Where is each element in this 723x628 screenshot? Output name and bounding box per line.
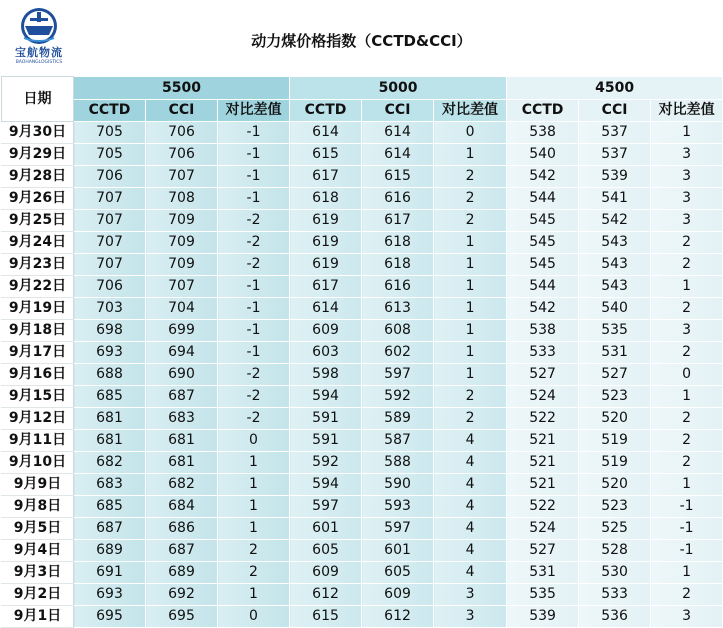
cell-diff-4500: 2 — [651, 254, 723, 276]
cell-cctd-5000: 601 — [290, 518, 362, 540]
cell-cctd-5000: 603 — [290, 342, 362, 364]
row-date: 9月15日 — [2, 386, 74, 408]
logo-subtext: BAOHANGLOGISTICS — [15, 60, 63, 65]
cell-cci-5500: 709 — [146, 232, 218, 254]
cell-cci-4500: 523 — [579, 496, 651, 518]
cell-diff-5500: -2 — [218, 232, 290, 254]
cell-diff-5000: 2 — [434, 166, 507, 188]
cell-cci-5500: 690 — [146, 364, 218, 386]
cell-cci-5500: 689 — [146, 562, 218, 584]
table-row — [2, 298, 723, 320]
col-header-cctd: CCTD — [290, 100, 362, 122]
cell-cctd-5500: 705 — [74, 144, 146, 166]
cell-cctd-5000: 619 — [290, 232, 362, 254]
row-date: 9月24日 — [2, 232, 74, 254]
cell-diff-5000: 3 — [434, 606, 507, 628]
cell-diff-5000: 2 — [434, 386, 507, 408]
cell-cci-4500: 528 — [579, 540, 651, 562]
cell-cctd-4500: 522 — [507, 496, 579, 518]
cell-diff-5500: 1 — [218, 496, 290, 518]
cell-cci-5000: 609 — [362, 584, 434, 606]
cell-cctd-5500: 707 — [74, 188, 146, 210]
cell-cci-5000: 593 — [362, 496, 434, 518]
cell-cci-5500: 684 — [146, 496, 218, 518]
table-row — [2, 122, 723, 144]
cell-diff-5000: 1 — [434, 276, 507, 298]
cell-cci-5500: 707 — [146, 166, 218, 188]
col-header-diff: 对比差值 — [434, 100, 507, 122]
cell-cci-5500: 706 — [146, 122, 218, 144]
cell-cci-5000: 614 — [362, 122, 434, 144]
table-row — [2, 342, 723, 364]
cell-diff-5500: 0 — [218, 606, 290, 628]
cell-cctd-5500: 682 — [74, 452, 146, 474]
cell-diff-4500: 1 — [651, 276, 723, 298]
cell-cctd-4500: 535 — [507, 584, 579, 606]
row-date: 9月3日 — [2, 562, 74, 584]
cell-diff-4500: 3 — [651, 606, 723, 628]
table-row — [2, 232, 723, 254]
cell-cctd-5500: 707 — [74, 210, 146, 232]
table-row — [2, 320, 723, 342]
cell-cci-4500: 530 — [579, 562, 651, 584]
cell-cci-5000: 617 — [362, 210, 434, 232]
cell-diff-5000: 2 — [434, 210, 507, 232]
cell-cctd-5000: 605 — [290, 540, 362, 562]
page-title: 动力煤价格指数（CCTD&CCI） — [251, 32, 472, 50]
row-date: 9月19日 — [2, 298, 74, 320]
cell-diff-5000: 4 — [434, 452, 507, 474]
cell-diff-4500: -1 — [651, 518, 723, 540]
cell-cci-5500: 709 — [146, 210, 218, 232]
cell-cctd-5000: 615 — [290, 606, 362, 628]
cell-cctd-5000: 591 — [290, 430, 362, 452]
cell-diff-4500: 2 — [651, 430, 723, 452]
cell-cctd-5000: 609 — [290, 320, 362, 342]
row-date: 9月29日 — [2, 144, 74, 166]
cell-cci-5000: 605 — [362, 562, 434, 584]
cell-cci-5500: 683 — [146, 408, 218, 430]
cell-diff-5500: -1 — [218, 122, 290, 144]
row-date: 9月12日 — [2, 408, 74, 430]
cell-cci-5500: 709 — [146, 254, 218, 276]
row-date: 9月8日 — [2, 496, 74, 518]
cell-cctd-5500: 707 — [74, 254, 146, 276]
row-date: 9月25日 — [2, 210, 74, 232]
cell-diff-5500: 2 — [218, 540, 290, 562]
cell-cci-5500: 707 — [146, 276, 218, 298]
col-header-cci: CCI — [579, 100, 651, 122]
cell-cctd-5500: 693 — [74, 342, 146, 364]
cell-diff-5500: -2 — [218, 254, 290, 276]
cell-cctd-4500: 527 — [507, 540, 579, 562]
cell-diff-5000: 4 — [434, 430, 507, 452]
cell-cci-5000: 618 — [362, 232, 434, 254]
cell-cctd-5500: 681 — [74, 408, 146, 430]
cell-diff-4500: 3 — [651, 188, 723, 210]
cell-cci-5500: 687 — [146, 386, 218, 408]
cell-cctd-5500: 689 — [74, 540, 146, 562]
cell-cci-4500: 523 — [579, 386, 651, 408]
cell-cctd-4500: 538 — [507, 320, 579, 342]
table-row — [2, 364, 723, 386]
table-row — [2, 606, 723, 628]
cell-cctd-5500: 703 — [74, 298, 146, 320]
cell-cctd-4500: 521 — [507, 452, 579, 474]
cell-diff-5500: -1 — [218, 188, 290, 210]
cell-cci-5000: 612 — [362, 606, 434, 628]
cell-cctd-5500: 685 — [74, 386, 146, 408]
cell-cctd-4500: 521 — [507, 430, 579, 452]
cell-cctd-5500: 685 — [74, 496, 146, 518]
cell-cci-4500: 520 — [579, 408, 651, 430]
row-date: 9月22日 — [2, 276, 74, 298]
cell-diff-4500: 2 — [651, 298, 723, 320]
cell-cci-4500: 525 — [579, 518, 651, 540]
cell-diff-5500: -2 — [218, 386, 290, 408]
cell-cci-5000: 589 — [362, 408, 434, 430]
cell-diff-4500: 3 — [651, 144, 723, 166]
cell-diff-4500: 1 — [651, 122, 723, 144]
cell-diff-5500: 1 — [218, 452, 290, 474]
cell-cctd-5000: 594 — [290, 474, 362, 496]
cell-diff-5000: 4 — [434, 474, 507, 496]
cell-cci-4500: 535 — [579, 320, 651, 342]
cell-cctd-5000: 598 — [290, 364, 362, 386]
cell-cctd-5500: 687 — [74, 518, 146, 540]
table-row — [2, 166, 723, 188]
cell-cci-5000: 597 — [362, 364, 434, 386]
row-date: 9月28日 — [2, 166, 74, 188]
cell-diff-5500: -1 — [218, 342, 290, 364]
cell-cci-4500: 527 — [579, 364, 651, 386]
cell-cci-5500: 686 — [146, 518, 218, 540]
group-header-4500: 4500 — [507, 77, 723, 100]
cell-cci-4500: 537 — [579, 122, 651, 144]
cell-cctd-5000: 592 — [290, 452, 362, 474]
col-header-diff: 对比差值 — [651, 100, 723, 122]
row-date: 9月5日 — [2, 518, 74, 540]
cell-cci-4500: 520 — [579, 474, 651, 496]
cell-diff-5500: -1 — [218, 144, 290, 166]
cell-cctd-4500: 544 — [507, 276, 579, 298]
cell-cctd-5500: 693 — [74, 584, 146, 606]
cell-cci-5000: 597 — [362, 518, 434, 540]
cell-diff-5500: 0 — [218, 430, 290, 452]
cell-cci-5500: 692 — [146, 584, 218, 606]
row-date: 9月16日 — [2, 364, 74, 386]
cell-cci-5000: 608 — [362, 320, 434, 342]
cell-cctd-4500: 524 — [507, 386, 579, 408]
cell-cctd-5000: 609 — [290, 562, 362, 584]
price-index-table — [1, 76, 723, 628]
cell-cci-5500: 687 — [146, 540, 218, 562]
cell-cctd-4500: 545 — [507, 254, 579, 276]
cell-diff-5000: 4 — [434, 562, 507, 584]
cell-diff-5000: 4 — [434, 540, 507, 562]
table-body — [2, 122, 723, 628]
cell-cctd-4500: 542 — [507, 298, 579, 320]
cell-cci-5000: 613 — [362, 298, 434, 320]
cell-cctd-4500: 545 — [507, 210, 579, 232]
cell-cctd-5000: 619 — [290, 210, 362, 232]
row-date: 9月17日 — [2, 342, 74, 364]
cell-cci-5500: 682 — [146, 474, 218, 496]
cell-cctd-5500: 683 — [74, 474, 146, 496]
cell-cctd-4500: 544 — [507, 188, 579, 210]
cell-diff-5000: 1 — [434, 254, 507, 276]
table-row — [2, 584, 723, 606]
cell-cci-5500: 706 — [146, 144, 218, 166]
cell-cctd-4500: 531 — [507, 562, 579, 584]
cell-cci-5000: 592 — [362, 386, 434, 408]
cell-cctd-5000: 614 — [290, 298, 362, 320]
cell-cci-5500: 699 — [146, 320, 218, 342]
cell-cci-4500: 543 — [579, 276, 651, 298]
row-date: 9月9日 — [2, 474, 74, 496]
cell-cctd-5500: 707 — [74, 232, 146, 254]
cell-cctd-4500: 538 — [507, 122, 579, 144]
table-row — [2, 254, 723, 276]
cell-cci-4500: 531 — [579, 342, 651, 364]
cell-cci-4500: 539 — [579, 166, 651, 188]
group-header-5500: 5500 — [74, 77, 290, 100]
cell-cci-5500: 694 — [146, 342, 218, 364]
cell-cctd-4500: 522 — [507, 408, 579, 430]
row-date: 9月11日 — [2, 430, 74, 452]
cell-diff-5500: -1 — [218, 276, 290, 298]
cell-cctd-5500: 695 — [74, 606, 146, 628]
cell-diff-4500: 1 — [651, 474, 723, 496]
cell-cci-4500: 519 — [579, 430, 651, 452]
cell-cctd-5000: 597 — [290, 496, 362, 518]
table-row — [2, 430, 723, 452]
cell-diff-4500: 1 — [651, 562, 723, 584]
table-row — [2, 474, 723, 496]
cell-cctd-5500: 706 — [74, 166, 146, 188]
cell-diff-5000: 1 — [434, 364, 507, 386]
cell-cctd-5000: 594 — [290, 386, 362, 408]
cell-diff-5500: -1 — [218, 166, 290, 188]
cell-cctd-5000: 615 — [290, 144, 362, 166]
cell-diff-5500: -2 — [218, 210, 290, 232]
table-row — [2, 540, 723, 562]
cell-cctd-5500: 705 — [74, 122, 146, 144]
cell-cci-5000: 615 — [362, 166, 434, 188]
cell-diff-5000: 3 — [434, 584, 507, 606]
cell-cctd-5500: 698 — [74, 320, 146, 342]
cell-diff-4500: 2 — [651, 342, 723, 364]
col-header-cctd: CCTD — [507, 100, 579, 122]
cell-diff-4500: 0 — [651, 364, 723, 386]
table-row — [2, 276, 723, 298]
cell-diff-5500: 2 — [218, 562, 290, 584]
cell-diff-5500: -1 — [218, 298, 290, 320]
table-row — [2, 386, 723, 408]
cell-diff-4500: -1 — [651, 496, 723, 518]
cell-cctd-5000: 617 — [290, 166, 362, 188]
cell-diff-4500: 3 — [651, 166, 723, 188]
cell-diff-5000: 2 — [434, 408, 507, 430]
cell-diff-5000: 1 — [434, 144, 507, 166]
cell-cctd-5000: 614 — [290, 122, 362, 144]
cell-cctd-5500: 691 — [74, 562, 146, 584]
cell-cci-4500: 536 — [579, 606, 651, 628]
cell-cci-4500: 537 — [579, 144, 651, 166]
col-header-cci: CCI — [362, 100, 434, 122]
cell-cctd-5000: 612 — [290, 584, 362, 606]
cell-cci-4500: 519 — [579, 452, 651, 474]
table-row — [2, 562, 723, 584]
cell-cci-5500: 681 — [146, 430, 218, 452]
cell-cci-5000: 618 — [362, 254, 434, 276]
row-date: 9月2日 — [2, 584, 74, 606]
cell-cci-4500: 543 — [579, 232, 651, 254]
cell-cci-5000: 588 — [362, 452, 434, 474]
cell-cctd-5500: 688 — [74, 364, 146, 386]
cell-cctd-5500: 681 — [74, 430, 146, 452]
cell-diff-4500: 3 — [651, 320, 723, 342]
cell-cci-5000: 587 — [362, 430, 434, 452]
cell-diff-4500: 2 — [651, 584, 723, 606]
cell-diff-5500: 1 — [218, 518, 290, 540]
cell-cctd-4500: 524 — [507, 518, 579, 540]
table-row — [2, 210, 723, 232]
cell-cctd-5000: 591 — [290, 408, 362, 430]
cell-diff-4500: 3 — [651, 210, 723, 232]
cell-diff-5000: 0 — [434, 122, 507, 144]
cell-cctd-4500: 542 — [507, 166, 579, 188]
table-row — [2, 452, 723, 474]
cell-cci-4500: 542 — [579, 210, 651, 232]
cell-cci-5000: 616 — [362, 276, 434, 298]
cell-diff-4500: 2 — [651, 408, 723, 430]
cell-diff-5000: 1 — [434, 342, 507, 364]
table-row — [2, 518, 723, 540]
cell-cci-5000: 601 — [362, 540, 434, 562]
table-row — [2, 188, 723, 210]
col-header-diff: 对比差值 — [218, 100, 290, 122]
cell-cci-5500: 695 — [146, 606, 218, 628]
row-date: 9月18日 — [2, 320, 74, 342]
cell-cci-4500: 541 — [579, 188, 651, 210]
cell-diff-4500: 2 — [651, 452, 723, 474]
cell-cci-4500: 540 — [579, 298, 651, 320]
cell-cctd-5000: 618 — [290, 188, 362, 210]
cell-cci-5500: 708 — [146, 188, 218, 210]
cell-diff-5500: 1 — [218, 584, 290, 606]
cell-diff-5500: -2 — [218, 408, 290, 430]
cell-diff-5000: 4 — [434, 496, 507, 518]
cell-cctd-5000: 619 — [290, 254, 362, 276]
cell-diff-4500: 1 — [651, 386, 723, 408]
cell-cci-4500: 543 — [579, 254, 651, 276]
cell-cctd-5000: 617 — [290, 276, 362, 298]
cell-cctd-4500: 539 — [507, 606, 579, 628]
cell-diff-5500: 1 — [218, 474, 290, 496]
row-date: 9月30日 — [2, 122, 74, 144]
cell-diff-4500: 2 — [651, 232, 723, 254]
date-header: 日期 — [2, 77, 74, 122]
cell-cci-4500: 533 — [579, 584, 651, 606]
table-row — [2, 496, 723, 518]
row-date: 9月23日 — [2, 254, 74, 276]
cell-diff-5500: -1 — [218, 320, 290, 342]
cell-diff-5500: -2 — [218, 364, 290, 386]
cell-diff-5000: 1 — [434, 298, 507, 320]
cell-cci-5000: 602 — [362, 342, 434, 364]
cell-cci-5000: 614 — [362, 144, 434, 166]
col-header-cctd: CCTD — [74, 100, 146, 122]
cell-cci-5500: 681 — [146, 452, 218, 474]
cell-cci-5500: 704 — [146, 298, 218, 320]
cell-diff-5000: 1 — [434, 232, 507, 254]
cell-cctd-4500: 521 — [507, 474, 579, 496]
cell-cci-5000: 616 — [362, 188, 434, 210]
cell-diff-4500: -1 — [651, 540, 723, 562]
col-header-cci: CCI — [146, 100, 218, 122]
cell-diff-5000: 2 — [434, 188, 507, 210]
table-row — [2, 408, 723, 430]
row-date: 9月1日 — [2, 606, 74, 628]
row-date: 9月26日 — [2, 188, 74, 210]
cell-cctd-4500: 545 — [507, 232, 579, 254]
cell-cctd-4500: 540 — [507, 144, 579, 166]
cell-diff-5000: 4 — [434, 518, 507, 540]
row-date: 9月10日 — [2, 452, 74, 474]
logo-text: 宝航物流 — [15, 46, 63, 59]
group-header-5000: 5000 — [290, 77, 507, 100]
cell-cctd-4500: 527 — [507, 364, 579, 386]
header — [0, 0, 723, 75]
cell-cctd-5500: 706 — [74, 276, 146, 298]
cell-diff-5000: 1 — [434, 320, 507, 342]
cell-cci-5000: 590 — [362, 474, 434, 496]
cell-cctd-4500: 533 — [507, 342, 579, 364]
table-row — [2, 144, 723, 166]
row-date: 9月4日 — [2, 540, 74, 562]
